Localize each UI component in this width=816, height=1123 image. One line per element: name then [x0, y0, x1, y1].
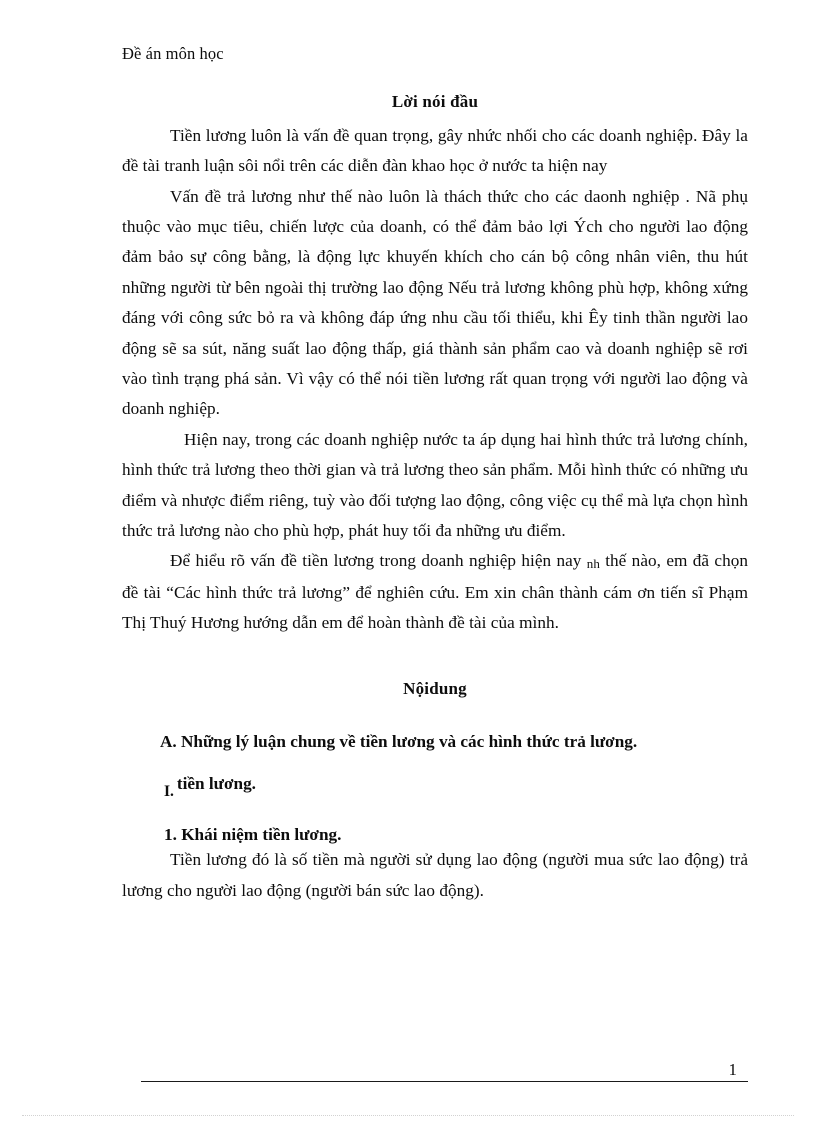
heading-roman-i [122, 774, 748, 802]
content-title: Nộidung [403, 678, 467, 698]
running-header: Đề án môn học [122, 44, 224, 63]
heading-roman-numeral: I. [164, 783, 174, 801]
preface-title: Lời nói đầu [391, 91, 479, 111]
footer-page-number: 1 [728, 1060, 737, 1079]
paragraph-acknowledgement [122, 546, 748, 638]
footer-divider [141, 1081, 748, 1082]
paragraph-acknowledgement-end: thế nào, em đã chọn đề tài “Các hình thức trả lương” để nghiên cứu. Em xin chân thành cám ơn tiến sĩ Phạm Thị Thuý Hương hướng dẫn em để hoàn thành đề tài của mình. [122, 551, 748, 633]
bottom-hairline [22, 1115, 794, 1116]
paragraph-acknowledgement-start: Để hiểu rõ vấn đề tiền lương trong doanh nghiệp hiện nay [170, 551, 587, 571]
page-footer [141, 1060, 748, 1082]
heading-subsection-1: 1. Khái niệm tiền lương. [164, 824, 342, 844]
heading-section-a: A. Những lý luận chung về tiền lương và các hình thức trả lương. [160, 731, 638, 751]
paragraph-wage-definition: Tiền lương đó là số tiền mà người sử dụng lao động (người mua sức lao động) trả lương cho người lao động (người bán sức lao động). [122, 850, 748, 900]
paragraph-two-forms: Hiện nay, trong các doanh nghiệp nước ta áp dụng hai hình thức trả lương chính, hình thức trả lương theo thời gian và trả lương theo sản phẩm. Mỗi hình thức có những ưu điểm và nhược điểm riêng, tuỳ vào đối tượng lao động, công việc cụ thể mà lựa chọn hình thức trả lương nào cho phù hợp, phát huy tối đa những ưu điểm. [122, 429, 748, 541]
paragraph-intro: Tiền lương luôn là vấn đề quan trọng, gây nhức nhối cho các doanh nghiệp. Đây la đề tài tranh luận sôi nổi trên các diễn đàn khao học ở nước ta hiện nay [122, 125, 748, 176]
heading-roman-label: tiền lương. [176, 774, 256, 794]
paragraph-acknowledgement-small-run: nh [586, 556, 600, 572]
paragraph-wage-challenge: Vấn đề trả lương như thế nào luôn là thách thức cho các daonh nghiệp . Nã phụ thuộc vào mục tiêu, chiến lược của doanh, có thể đảm bảo lợi Ých cho người lao động đảm bảo sự công bằng, là động lực khuyến khích cho cán bộ công nhân viên, thu hút những người từ bên ngoài thị trường lao động Nếu trả lương không phù hợp, không xứng đáng với công sức bỏ ra và không đáp ứng nhu cầu tối thiểu, khi Êy tinh thần người lao động sẽ sa sút, năng suất lao động thấp, giá thành sản phẩm cao và doanh nghiệp sẽ rơi vào tình trạng phá sản. Vì vậy có thể nói tiền lương rất quan trọng với người lao động và doanh nghiệp. [122, 186, 748, 419]
page-content [122, 0, 748, 906]
